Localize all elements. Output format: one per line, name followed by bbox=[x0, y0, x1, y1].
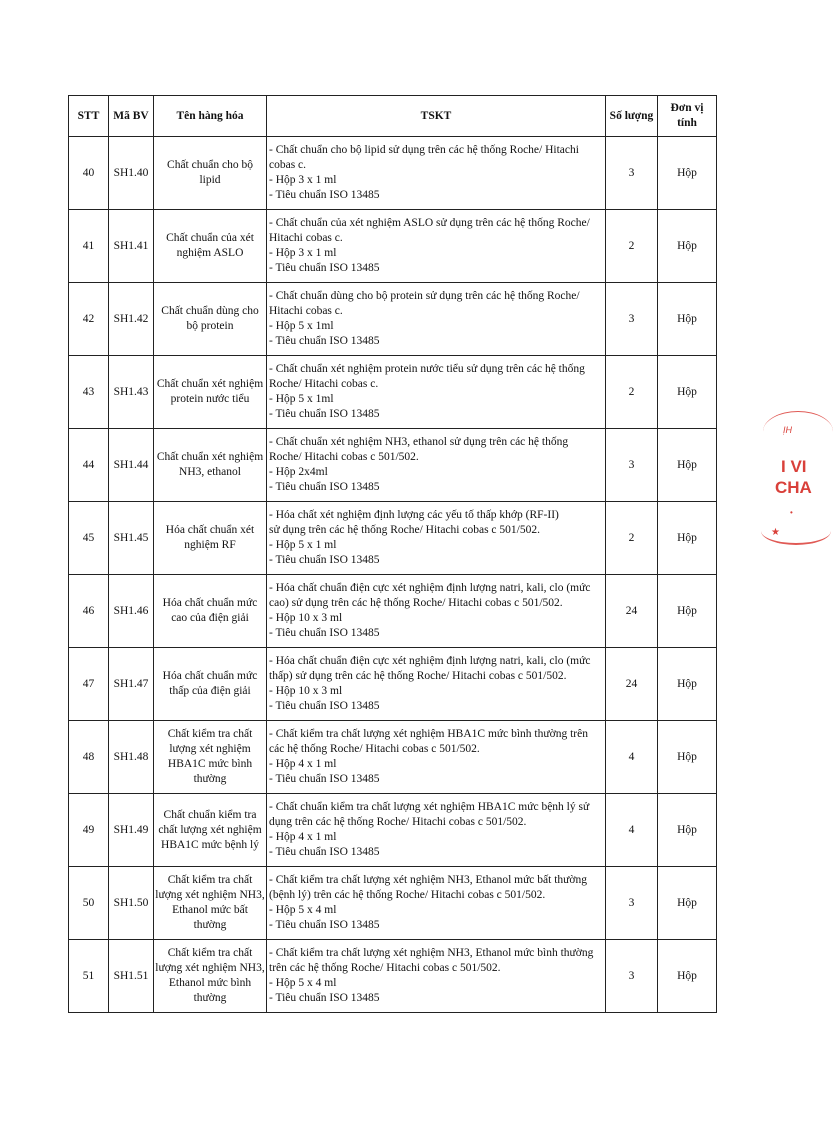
cell-ten-hang-hoa bbox=[154, 575, 267, 648]
cell-don-vi: Hộp bbox=[658, 502, 717, 575]
cell-so-luong: 2 bbox=[606, 210, 658, 283]
item-name-line: lượng xét nghiệm NH3, bbox=[155, 962, 265, 974]
item-name-line: lipid bbox=[199, 174, 221, 186]
cell-so-luong: 24 bbox=[606, 575, 658, 648]
header-stt: STT bbox=[69, 96, 109, 137]
spec-line: - Tiêu chuẩn ISO 13485 bbox=[269, 335, 380, 347]
cell-don-vi: Hộp bbox=[658, 429, 717, 502]
cell-ma-bv: SH1.40 bbox=[109, 137, 154, 210]
cell-ma-bv: SH1.44 bbox=[109, 429, 154, 502]
cell-don-vi: Hộp bbox=[658, 283, 717, 356]
item-name-line: thường bbox=[193, 919, 227, 931]
spec-line: - Hộp 3 x 1 ml bbox=[269, 174, 337, 186]
cell-tskt bbox=[267, 210, 606, 283]
item-name-line: thường bbox=[193, 773, 227, 785]
cell-ten-hang-hoa bbox=[154, 794, 267, 867]
cell-ten-hang-hoa bbox=[154, 502, 267, 575]
spec-line: (bệnh lý) trên các hệ thống Roche/ Hitachi cobas c 501/502. bbox=[269, 889, 546, 901]
cell-tskt bbox=[267, 940, 606, 1013]
cell-so-luong: 3 bbox=[606, 137, 658, 210]
item-name-line: Hóa chất chuẩn xét bbox=[165, 524, 255, 536]
spec-line: - Hộp 4 x 1 ml bbox=[269, 831, 337, 843]
cell-tskt bbox=[267, 794, 606, 867]
table-row bbox=[69, 794, 717, 867]
table-row bbox=[69, 502, 717, 575]
spec-line: - Hóa chất xét nghiệm định lượng các yếu tố thấp khớp (RF-II) bbox=[269, 509, 559, 521]
cell-stt: 43 bbox=[69, 356, 109, 429]
item-name-line: HBA1C mức bệnh lý bbox=[161, 838, 259, 851]
table-row bbox=[69, 867, 717, 940]
header-ma-bv: Mã BV bbox=[109, 96, 154, 137]
cell-don-vi: Hộp bbox=[658, 356, 717, 429]
spec-line: - Tiêu chuẩn ISO 13485 bbox=[269, 554, 380, 566]
spec-line: sử dụng trên các hệ thống Roche/ Hitachi cobas c 501/502. bbox=[269, 524, 540, 536]
cell-don-vi: Hộp bbox=[658, 648, 717, 721]
spec-line: - Chất kiểm tra chất lượng xét nghiệm NH3, Ethanol mức bất thường bbox=[269, 874, 587, 886]
cell-stt: 40 bbox=[69, 137, 109, 210]
spec-line: - Hộp 5 x 1 ml bbox=[269, 539, 337, 551]
cell-stt: 48 bbox=[69, 721, 109, 794]
spec-line: - Hộp 10 x 3 ml bbox=[269, 685, 343, 697]
table-row bbox=[69, 283, 717, 356]
spec-line: Hitachi cobas c. bbox=[269, 232, 343, 244]
spec-line: - Tiêu chuẩn ISO 13485 bbox=[269, 846, 380, 858]
stamp-text-2: I VI bbox=[781, 457, 807, 476]
cell-don-vi: Hộp bbox=[658, 867, 717, 940]
cell-don-vi: Hộp bbox=[658, 794, 717, 867]
cell-tskt bbox=[267, 867, 606, 940]
spec-line: - Chất kiểm tra chất lượng xét nghiệm NH3, Ethanol mức bình thường bbox=[269, 947, 594, 959]
item-name-line: NH3, ethanol bbox=[179, 466, 241, 478]
cell-so-luong: 2 bbox=[606, 356, 658, 429]
spec-line: - Chất chuẩn cho bộ lipid sử dụng trên các hệ thống Roche/ Hitachi bbox=[269, 144, 579, 156]
spec-line: - Tiêu chuẩn ISO 13485 bbox=[269, 919, 380, 931]
cell-stt: 42 bbox=[69, 283, 109, 356]
stamp-star: ★ bbox=[771, 527, 780, 538]
table-row bbox=[69, 429, 717, 502]
item-name-line: Ethanol mức bình bbox=[168, 977, 252, 989]
header-ten-hang-hoa: Tên hàng hóa bbox=[154, 96, 267, 137]
table-row bbox=[69, 210, 717, 283]
item-name-line: Hóa chất chuẩn mức bbox=[162, 597, 258, 609]
table-row bbox=[69, 940, 717, 1013]
header-don-vi-line2: tính bbox=[677, 117, 697, 129]
cell-ten-hang-hoa bbox=[154, 721, 267, 794]
cell-ma-bv: SH1.42 bbox=[109, 283, 154, 356]
spec-line: dụng trên các hệ thống Roche/ Hitachi cobas c 501/502. bbox=[269, 816, 527, 828]
cell-stt: 50 bbox=[69, 867, 109, 940]
item-name-line: chất lượng xét nghiệm bbox=[158, 823, 262, 836]
cell-ma-bv: SH1.46 bbox=[109, 575, 154, 648]
spec-line: - Hộp 4 x 1 ml bbox=[269, 758, 337, 770]
spec-line: - Hộp 5 x 4 ml bbox=[269, 977, 337, 989]
spec-line: - Hộp 5 x 1ml bbox=[269, 320, 334, 332]
cell-ten-hang-hoa bbox=[154, 867, 267, 940]
cell-don-vi: Hộp bbox=[658, 721, 717, 794]
stamp-bottom-arc bbox=[761, 517, 831, 545]
cell-so-luong: 3 bbox=[606, 940, 658, 1013]
cell-stt: 47 bbox=[69, 648, 109, 721]
cell-ten-hang-hoa bbox=[154, 648, 267, 721]
spec-line: - Chất chuẩn dùng cho bộ protein sử dụng trên các hệ thống Roche/ bbox=[269, 290, 580, 302]
cell-stt: 46 bbox=[69, 575, 109, 648]
header-don-vi-tinh bbox=[658, 96, 717, 137]
spec-line: - Tiêu chuẩn ISO 13485 bbox=[269, 262, 380, 274]
spec-line: - Chất kiểm tra chất lượng xét nghiệm HBA1C mức bình thường trên bbox=[269, 728, 588, 740]
item-name-line: Chất kiểm tra chất bbox=[167, 947, 253, 959]
spec-line: - Tiêu chuẩn ISO 13485 bbox=[269, 189, 380, 201]
spec-line: - Tiêu chuẩn ISO 13485 bbox=[269, 627, 380, 639]
spec-line: - Hộp 3 x 1 ml bbox=[269, 247, 337, 259]
spec-line: - Tiêu chuẩn ISO 13485 bbox=[269, 992, 380, 1004]
cell-stt: 44 bbox=[69, 429, 109, 502]
spec-line: - Chất chuẩn của xét nghiệm ASLO sử dụng trên các hệ thống Roche/ bbox=[269, 217, 590, 229]
cell-stt: 49 bbox=[69, 794, 109, 867]
spec-line: Roche/ Hitachi cobas c. bbox=[269, 378, 379, 390]
item-name-line: bộ protein bbox=[186, 320, 234, 332]
item-name-line: nghiệm RF bbox=[184, 539, 236, 551]
item-name-line: protein nước tiểu bbox=[170, 393, 250, 405]
spec-line: - Hộp 5 x 1ml bbox=[269, 393, 334, 405]
item-name-line: Chất chuẩn của xét bbox=[166, 232, 254, 244]
spec-line: - Chất chuẩn xét nghiệm protein nước tiểu sử dụng trên các hệ thống bbox=[269, 363, 585, 375]
stamp-dot: • bbox=[790, 508, 793, 517]
cell-ma-bv: SH1.47 bbox=[109, 648, 154, 721]
spec-line: các hệ thống Roche/ Hitachi cobas c 501/502. bbox=[269, 743, 480, 755]
cell-so-luong: 3 bbox=[606, 283, 658, 356]
item-name-line: Chất kiểm tra chất bbox=[167, 874, 253, 886]
cell-so-luong: 3 bbox=[606, 867, 658, 940]
item-name-line: thấp của điện giải bbox=[169, 685, 251, 697]
cell-don-vi: Hộp bbox=[658, 137, 717, 210]
spec-line: - Hóa chất chuẩn điện cực xét nghiệm định lượng natri, kali, clo (mức bbox=[269, 655, 591, 667]
table-row bbox=[69, 648, 717, 721]
cell-so-luong: 4 bbox=[606, 794, 658, 867]
stamp-text-3: CHA bbox=[775, 478, 812, 497]
cell-ma-bv: SH1.48 bbox=[109, 721, 154, 794]
spec-line: Hitachi cobas c. bbox=[269, 305, 343, 317]
item-name-line: lượng xét nghiệm bbox=[169, 743, 251, 755]
spec-line: - Hộp 5 x 4 ml bbox=[269, 904, 337, 916]
item-name-line: thường bbox=[193, 992, 227, 1004]
spec-line: cao) sử dụng trên các hệ thống Roche/ Hitachi cobas c 501/502. bbox=[269, 597, 563, 609]
cell-tskt bbox=[267, 502, 606, 575]
cell-ma-bv: SH1.50 bbox=[109, 867, 154, 940]
spec-line: Roche/ Hitachi cobas c 501/502. bbox=[269, 451, 419, 463]
stamp-top-arc bbox=[763, 411, 833, 452]
cell-don-vi: Hộp bbox=[658, 210, 717, 283]
spec-line: - Tiêu chuẩn ISO 13485 bbox=[269, 481, 380, 493]
cell-tskt bbox=[267, 721, 606, 794]
cell-ten-hang-hoa bbox=[154, 137, 267, 210]
spec-line: thấp) sử dụng trên các hệ thống Roche/ Hitachi cobas c 501/502. bbox=[269, 670, 567, 682]
item-name-line: Chất kiểm tra chất bbox=[167, 728, 253, 740]
item-name-line: cao của điện giải bbox=[171, 612, 249, 624]
spec-line: - Tiêu chuẩn ISO 13485 bbox=[269, 773, 380, 785]
table-row bbox=[69, 137, 717, 210]
cell-tskt bbox=[267, 137, 606, 210]
supplies-table bbox=[68, 95, 717, 1013]
cell-stt: 41 bbox=[69, 210, 109, 283]
cell-don-vi: Hộp bbox=[658, 940, 717, 1013]
spec-line: - Hộp 2x4ml bbox=[269, 466, 328, 478]
cell-so-luong: 24 bbox=[606, 648, 658, 721]
item-name-line: Chất chuẩn cho bộ bbox=[167, 159, 253, 171]
cell-ten-hang-hoa bbox=[154, 940, 267, 1013]
cell-tskt bbox=[267, 356, 606, 429]
cell-ma-bv: SH1.45 bbox=[109, 502, 154, 575]
cell-ten-hang-hoa bbox=[154, 210, 267, 283]
spec-line: - Hóa chất chuẩn điện cực xét nghiệm định lượng natri, kali, clo (mức bbox=[269, 582, 591, 594]
cell-ten-hang-hoa bbox=[154, 283, 267, 356]
item-name-line: Chất chuẩn xét nghiệm bbox=[156, 451, 264, 463]
stamp-text-1: ỊH bbox=[783, 425, 792, 435]
cell-ma-bv: SH1.41 bbox=[109, 210, 154, 283]
table-row bbox=[69, 356, 717, 429]
cell-tskt bbox=[267, 429, 606, 502]
header-so-luong: Số lượng bbox=[606, 96, 658, 137]
spec-line: - Chất chuẩn kiểm tra chất lượng xét nghiệm HBA1C mức bệnh lý sử bbox=[269, 801, 590, 813]
header-don-vi-line1: Đơn vị bbox=[670, 102, 704, 114]
cell-so-luong: 2 bbox=[606, 502, 658, 575]
cell-tskt bbox=[267, 575, 606, 648]
cell-stt: 51 bbox=[69, 940, 109, 1013]
spec-line: - Tiêu chuẩn ISO 13485 bbox=[269, 700, 380, 712]
cell-so-luong: 3 bbox=[606, 429, 658, 502]
cell-stt: 45 bbox=[69, 502, 109, 575]
spec-line: trên các hệ thống Roche/ Hitachi cobas c 501/502. bbox=[269, 962, 501, 974]
cell-tskt bbox=[267, 648, 606, 721]
cell-ma-bv: SH1.49 bbox=[109, 794, 154, 867]
item-name-line: Chất chuẩn dùng cho bbox=[161, 305, 259, 317]
red-stamp bbox=[755, 405, 815, 555]
item-name-line: HBA1C mức bình bbox=[167, 758, 253, 770]
cell-ten-hang-hoa bbox=[154, 356, 267, 429]
item-name-line: Ethanol mức bất bbox=[172, 904, 248, 916]
item-name-line: nghiệm ASLO bbox=[176, 247, 244, 259]
cell-don-vi: Hộp bbox=[658, 575, 717, 648]
cell-so-luong: 4 bbox=[606, 721, 658, 794]
table-header-row bbox=[69, 96, 717, 137]
item-name-line: Chất chuẩn kiểm tra bbox=[163, 808, 257, 821]
item-name-line: Hóa chất chuẩn mức bbox=[162, 670, 258, 682]
cell-ma-bv: SH1.43 bbox=[109, 356, 154, 429]
spec-line: cobas c. bbox=[269, 159, 307, 171]
header-tskt: TSKT bbox=[267, 96, 606, 137]
cell-tskt bbox=[267, 283, 606, 356]
table-row bbox=[69, 721, 717, 794]
spec-line: - Hộp 10 x 3 ml bbox=[269, 612, 343, 624]
table-body bbox=[69, 137, 717, 1013]
spec-line: - Tiêu chuẩn ISO 13485 bbox=[269, 408, 380, 420]
spec-line: - Chất chuẩn xét nghiệm NH3, ethanol sử dụng trên các hệ thống bbox=[269, 436, 569, 448]
cell-ma-bv: SH1.51 bbox=[109, 940, 154, 1013]
cell-ten-hang-hoa bbox=[154, 429, 267, 502]
item-name-line: lượng xét nghiệm NH3, bbox=[155, 889, 265, 901]
table-row bbox=[69, 575, 717, 648]
item-name-line: Chất chuẩn xét nghiệm bbox=[156, 378, 264, 390]
